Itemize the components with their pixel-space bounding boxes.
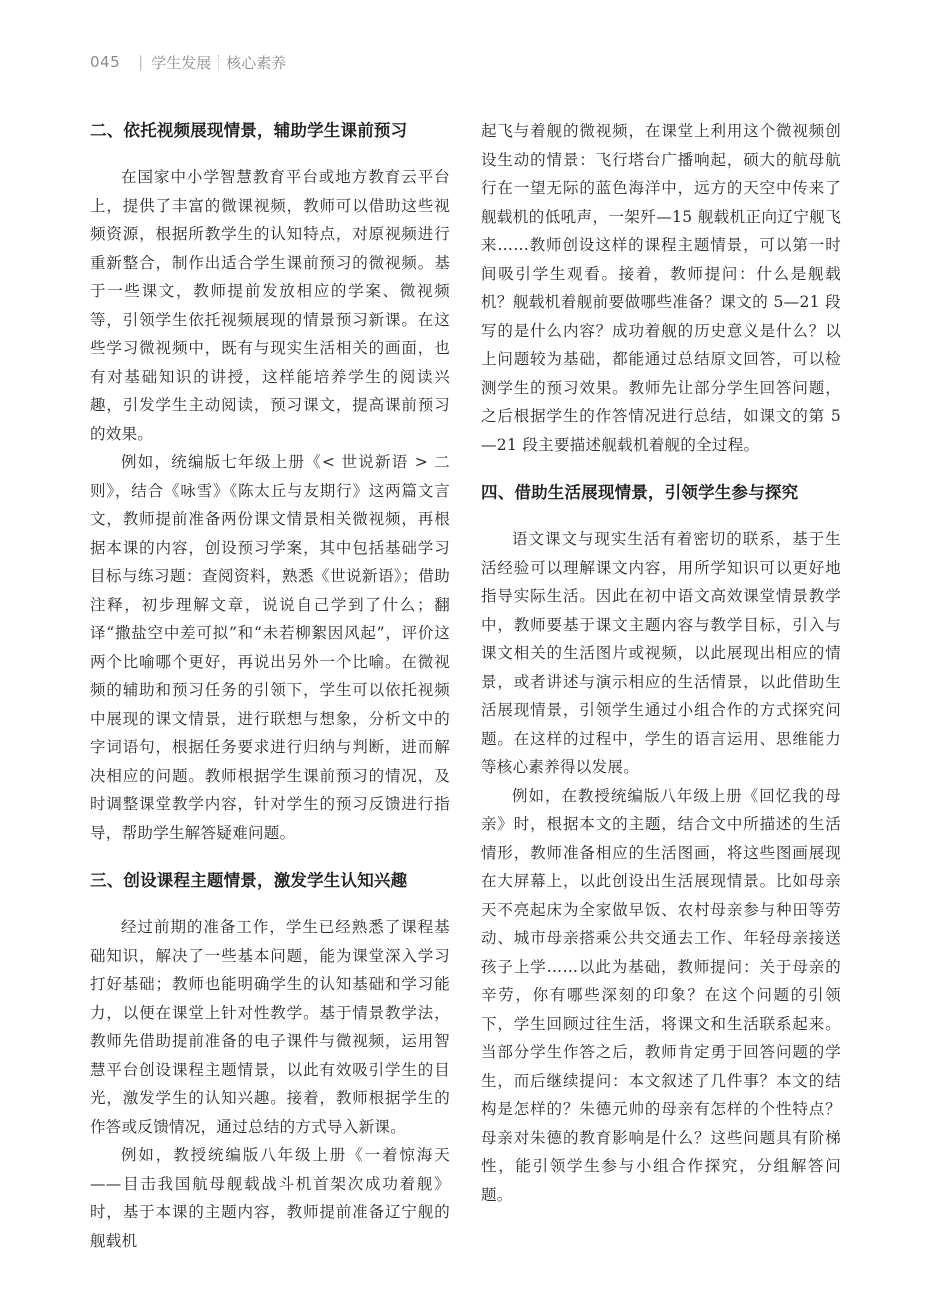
section-4-paragraph-2: 例如，在教授统编版八年级上册《回忆我的母亲》时，根据本文的主题，结合文中所描述的生活情形，教师准备相应的生活图画，将这些图画展现在大屏幕上，以此创设出生活展现情景。比如母亲天不亮起床为全家做早饭、农村母亲参与种田等劳动、城市母亲搭乘公共交通去工作、年轻母亲接送孩子上学……以此为基础，教师提问：关于母亲的辛劳，你有哪些深刻的印象？在这个问题的引领下，学生回顾过往生活，将课文和生活联系起来。当部分学生作答之后，教师肯定勇于回答问题的学生，而后继续提问：本文叙述了几件事？本文的结构是怎样的？朱德元帅的母亲有怎样的个性特点？母亲对朱德的教育影响是什么？这些问题具有阶梯性，能引领学生参与小组合作探究，分组解答问题。 bbox=[481, 786, 841, 1204]
running-header bbox=[90, 50, 286, 74]
header-subsection: 核心素养 bbox=[226, 53, 287, 72]
section-3-paragraph-2: 例如，教授统编版八年级上册《一着惊海天——目击我国航母舰载战斗机首架次成功着舰》时，基于本课的主题内容，教师提前准备辽宁舰的舰载机 bbox=[90, 1146, 450, 1250]
left-column bbox=[90, 117, 450, 1255]
section-2-heading: 二、依托视频展现情景，辅助学生课前预习 bbox=[90, 121, 408, 140]
header-dotted-divider bbox=[218, 55, 219, 69]
section-3-heading: 三、创设课程主题情景，激发学生认知兴趣 bbox=[90, 871, 408, 890]
right-column bbox=[481, 117, 841, 1209]
section-4-paragraph-1: 语文课文与现实生活有着密切的联系，基于生活经验可以理解课文内容，用所学知识可以更好地指导实际生活。因此在初中语文高效课堂情景教学中，教师要基于课文主题内容与教学目标，引入与课文相关的生活图片或视频，以此展现出相应的情景，或者讲述与演示相应的生活情景，以此借助生活展现情景，引领学生通过小组合作的方式探究问题。在这样的过程中，学生的语言运用、思维能力等核心素养得以发展。 bbox=[481, 530, 841, 776]
section-2-paragraph-1: 在国家中小学智慧教育平台或地方教育云平台上，提供了丰富的微课视频，教师可以借助这些视频资源，根据所教学生的认知特点，对原视频进行重新整合，制作出适合学生课前预习的微视频。基于一些课文，教师提前发放相应的学案、微视频等，引领学生依托视频展现的情景预习新课。在这些学习微视频中，既有与现实生活相关的画面，也有对基础知识的讲授，这样能培养学生的阅读兴趣，引发学生主动阅读，预习课文，提高课前预习的效果。 bbox=[90, 168, 450, 443]
section-2-paragraph-2: 例如，统编版七年级上册《< 世说新语 > 二则》，结合《咏雪》《陈太丘与友期行》这两篇文言文，教师提前准备两份课文情景相关微视频，再根据本课的内容，创设预习学案，其中包括基础学习目标与练习题：查阅资料，熟悉《世说新语》；借助注释，初步理解文章，说说自己学到了什么；翻译“撒盐空中差可拟”和“未若柳絮因风起”，评价这两个比喻哪个更好，再说出另外一个比喻。在微视频的辅助和预习任务的引领下，学生可以依托视频中展现的课文情景，进行联想与想象，分析文中的字词语句，根据任务要求进行归纳与判断，进而解决相应的问题。教师根据学生课前预习的情况，及时调整课堂教学内容，针对学生的预习反馈进行指导，帮助学生解答疑难问题。 bbox=[90, 453, 450, 842]
header-section: 学生发展 bbox=[151, 53, 212, 72]
section-3-paragraph-1: 经过前期的准备工作，学生已经熟悉了课程基础知识，解决了一些基本问题，能为课堂深入学习打好基础；教师也能明确学生的认知基础和学习能力，以便在课堂上针对性教学。基于情景教学法，教师先借助提前准备的电子课件与微视频，运用智慧平台创设课程主题情景，以此有效吸引学生的目光，激发学生的认知兴趣。接着，教师根据学生的作答或反馈情况，通过总结的方式导入新课。 bbox=[90, 918, 450, 1136]
section-3-paragraph-2-continued: 起飞与着舰的微视频，在课堂上利用这个微视频创设生动的情景：飞行塔台广播响起，硕大的航母航行在一望无际的蓝色海洋中，远方的天空中传来了舰载机的低吼声，一架歼—15 舰载机正向辽宁舰飞来……教师创设这样的课程主题情景，可以第一时间吸引学生观看。接着，教师提问：什么是舰载机？舰载机着舰前要做哪些准备？课文的 5—21 段写的是什么内容？成功着舰的历史意义是什么？以上问题较为基础，都能通过总结原文回答，可以检测学生的预习效果。教师先让部分学生回答问题，之后根据学生的作答情况进行总结，如课文的第 5—21 段主要描述舰载机着舰的全过程。 bbox=[481, 122, 841, 454]
header-divider: | bbox=[138, 53, 144, 71]
page-number: 045 bbox=[90, 53, 121, 71]
section-4-heading: 四、借助生活展现情景，引领学生参与探究 bbox=[481, 483, 799, 502]
